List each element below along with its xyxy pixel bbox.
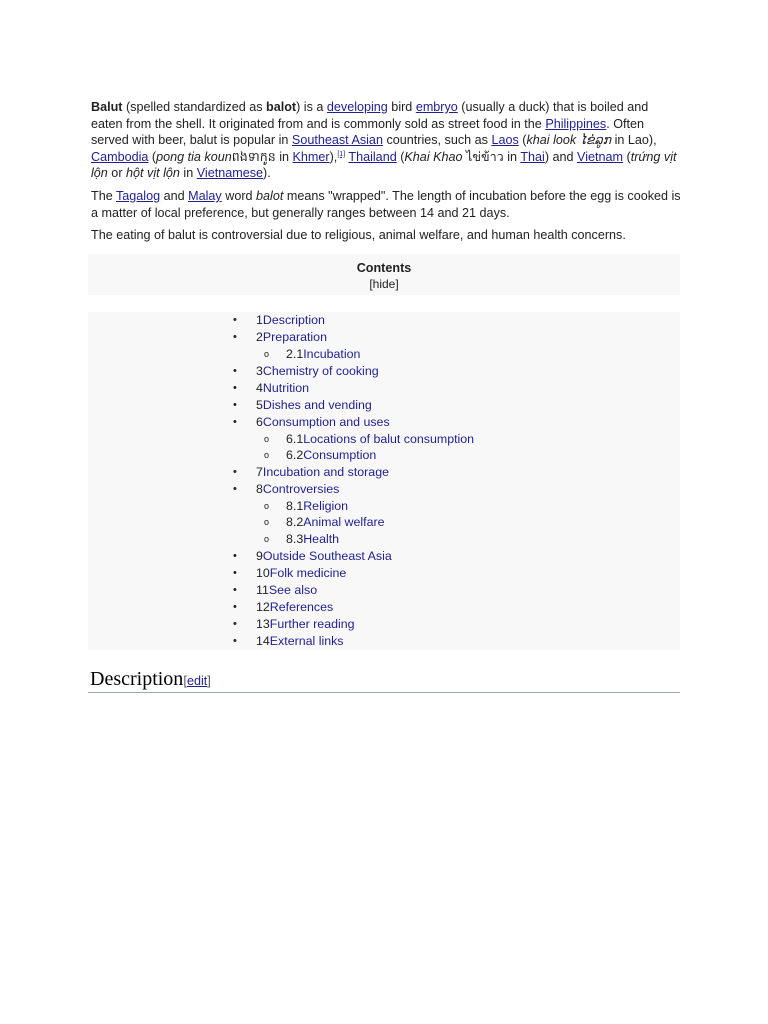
circle-bullet-icon: o [264, 349, 270, 359]
edit-open-bracket: [ [183, 673, 187, 688]
link-tagalog[interactable]: Tagalog [115, 188, 161, 203]
circle-bullet-icon: o [264, 433, 270, 444]
term-balot: balot [266, 100, 297, 114]
toc-link[interactable]: Animal welfare [303, 515, 385, 530]
text: or [107, 166, 127, 181]
toc-item-see-also[interactable] [88, 582, 680, 599]
text: ( [148, 149, 157, 164]
bullet-icon: • [233, 583, 237, 596]
toc-number: 13 [256, 616, 270, 631]
toc-number: 8.2 [286, 515, 304, 530]
link-developing[interactable]: developing [326, 100, 388, 114]
term-balot-italic: balot [256, 188, 284, 203]
toc-header [88, 254, 680, 295]
toc-hide-toggle[interactable]: [hide] [369, 277, 399, 291]
toc-title: Contents [356, 261, 412, 275]
link-laos[interactable]: Laos [491, 133, 519, 148]
bullet-icon: • [233, 364, 237, 377]
text: ( [623, 149, 631, 164]
toc-link[interactable]: Consumption and uses [262, 414, 390, 429]
toc-number: 6 [256, 414, 263, 429]
text: ). [263, 166, 271, 181]
bullet-icon: • [233, 482, 237, 495]
text: The [91, 188, 116, 203]
toc-number: 2 [256, 330, 263, 344]
link-thailand[interactable]: Thailand [348, 149, 397, 164]
bullet-icon: • [233, 331, 237, 343]
text: (usually a duck) that is boiled and eaten from the shell. It originated from and is commonly sold as street food in the [91, 100, 649, 131]
text: (spelled standardized as [122, 100, 266, 114]
text: word [221, 188, 257, 203]
toc-link[interactable]: Folk medicine [269, 565, 347, 580]
toc-link[interactable]: Chemistry of cooking [262, 363, 379, 378]
toc-item-animal-welfare[interactable] [88, 514, 680, 531]
toc-item-controversies[interactable] [88, 481, 680, 498]
bullet-icon: • [233, 549, 237, 562]
term-trung-vit-lon: trứng vịt lộn [91, 149, 677, 181]
bullet-icon: • [233, 398, 237, 411]
link-philippines[interactable]: Philippines [545, 116, 607, 131]
toc-item-nutrition[interactable] [88, 380, 680, 397]
toc-link[interactable]: See also [268, 582, 318, 597]
text: ), [329, 149, 338, 164]
bullet-icon: • [233, 381, 237, 394]
text: . Often served with beer, balut is popular in [91, 116, 645, 148]
toc-number: 14 [256, 633, 270, 648]
link-khmer[interactable]: Khmer [292, 149, 330, 164]
toc-number: 7 [256, 464, 263, 479]
table-of-contents [88, 254, 680, 650]
toc-item-description[interactable] [88, 312, 680, 329]
toc-item-incubation-and-storage[interactable] [88, 464, 680, 481]
intro-paragraph-1 [91, 99, 683, 182]
toc-number: 2.1 [286, 347, 304, 361]
toc-number: 8 [256, 481, 263, 496]
term-khai-khao: Khai Khao [404, 149, 463, 164]
link-thai[interactable]: Thai [520, 149, 545, 164]
toc-link[interactable]: Religion [303, 498, 349, 513]
term-balut: Balut [91, 100, 123, 114]
toc-link[interactable]: Nutrition [262, 380, 310, 395]
link-malay[interactable]: Malay [188, 188, 222, 203]
toc-number: 3 [256, 363, 263, 378]
toc-link[interactable]: Outside Southeast Asia [262, 548, 392, 563]
toc-link[interactable]: Dishes and vending [262, 397, 372, 412]
link-cambodia[interactable]: Cambodia [91, 149, 149, 164]
toc-item-folk-medicine[interactable] [88, 565, 680, 582]
toc-number: 4 [256, 380, 263, 395]
bullet-icon: • [233, 415, 237, 428]
text: ( [396, 149, 405, 164]
toc-item-external-links[interactable] [88, 633, 680, 650]
toc-number: 8.1 [286, 498, 304, 513]
toc-number: 5 [256, 397, 263, 412]
toc-item-chemistry-of-cooking[interactable] [88, 363, 680, 380]
bullet-icon: • [233, 634, 237, 647]
toc-item-consumption[interactable] [88, 447, 680, 464]
intro-paragraph-3: The eating of balut is controversial due to religious, animal welfare, and human health concerns. [91, 228, 626, 243]
reference-link[interactable]: [1] [337, 150, 346, 158]
article-intro [91, 99, 683, 250]
toc-number: 9 [256, 548, 263, 563]
term-hot-vit-lon: hột vịt lộn [126, 166, 180, 181]
toc-link[interactable]: Incubation and storage [262, 464, 389, 479]
term-khai-look: khai look ໄຂ່ລູກ [526, 133, 612, 148]
toc-link[interactable]: Description [262, 313, 325, 327]
edit-close-bracket: ] [207, 673, 211, 688]
toc-number: 6.1 [286, 431, 304, 446]
toc-link[interactable]: Preparation [262, 330, 327, 344]
toc-number: 12 [256, 599, 270, 614]
toc-item-locations-of-balut-consumption[interactable] [88, 431, 680, 448]
section-heading [88, 665, 680, 693]
toc-item-preparation[interactable] [88, 329, 680, 346]
link-embryo[interactable]: embryo [415, 100, 458, 114]
toc-link[interactable]: Consumption [303, 448, 377, 463]
edit-section-link[interactable]: edit [186, 674, 208, 688]
circle-bullet-icon: o [264, 517, 270, 528]
toc-link[interactable]: Health [303, 531, 340, 546]
toc-number: 10 [256, 565, 270, 580]
text: and [160, 188, 189, 203]
text: in Lao), [611, 133, 657, 148]
toc-number: 6.2 [286, 448, 304, 463]
toc-link[interactable]: Controversies [262, 481, 340, 496]
toc-item-references[interactable] [88, 599, 680, 616]
toc-item-health[interactable] [88, 531, 680, 548]
term-pong-tia-koun: pong tia koun [156, 149, 232, 164]
toc-item-dishes-and-vending[interactable] [88, 397, 680, 414]
toc-link[interactable]: References [269, 599, 334, 614]
section-title: Description [90, 668, 184, 690]
text: countries, such as [382, 133, 492, 148]
circle-bullet-icon: o [264, 450, 270, 461]
text: bird [387, 100, 416, 114]
toc-link[interactable]: Incubation [303, 347, 361, 361]
toc-item-further-reading[interactable] [88, 616, 680, 633]
bullet-icon: • [233, 465, 237, 478]
toc-item-consumption-and-uses[interactable] [88, 414, 680, 431]
toc-link[interactable]: Further reading [269, 616, 355, 631]
bullet-icon: • [233, 600, 237, 613]
toc-list [88, 312, 680, 650]
toc-number: 1 [256, 313, 263, 327]
toc-link[interactable]: External links [269, 633, 344, 648]
link-southeast-asian[interactable]: Southeast Asian [291, 133, 383, 148]
circle-bullet-icon: o [264, 533, 270, 544]
toc-item-outside-southeast-asia[interactable] [88, 548, 680, 565]
link-vietnamese[interactable]: Vietnamese [196, 166, 264, 181]
link-vietnam[interactable]: Vietnam [577, 149, 624, 164]
bullet-icon: • [233, 314, 237, 326]
text: ) and [544, 149, 578, 164]
text: ( [518, 133, 527, 148]
bullet-icon: • [233, 617, 237, 630]
text: ពងទាកូន in [231, 149, 293, 164]
intro-paragraph-2 [91, 188, 683, 221]
toc-item-incubation[interactable] [88, 346, 680, 363]
text: ) is a [296, 100, 327, 114]
toc-number: 8.3 [286, 531, 304, 546]
toc-item-religion[interactable] [88, 498, 680, 515]
bullet-icon: • [233, 566, 237, 579]
text: in [179, 166, 197, 181]
toc-link[interactable]: Locations of balut consumption [303, 431, 475, 446]
circle-bullet-icon: o [264, 500, 270, 511]
text: ไข่ข้าว in [462, 149, 521, 164]
toc-number: 11 [256, 582, 269, 597]
text: means "wrapped". The length of incubation before the egg is cooked is a matter of local preference, but generally ranges between 14 and 21 days. [91, 188, 681, 220]
